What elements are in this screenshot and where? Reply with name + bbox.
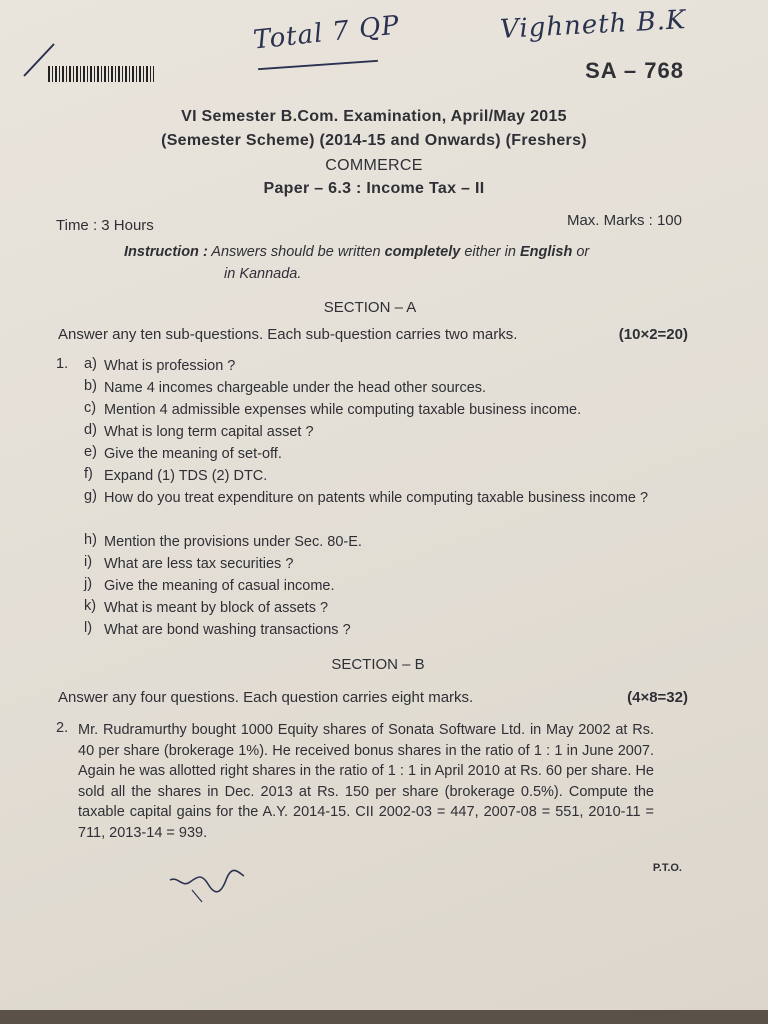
question-number: 2. bbox=[56, 720, 69, 736]
section-a-instruction: Answer any ten sub-questions. Each sub-question carries two marks. (10×2=20) bbox=[58, 326, 688, 343]
section-a-marks: (10×2=20) bbox=[618, 326, 688, 343]
instruction-text: Answers should be written completely either in English or bbox=[211, 244, 590, 260]
handwritten-name: Vighneth B.K bbox=[499, 5, 688, 45]
section-a-title: SECTION – A bbox=[323, 299, 417, 316]
max-marks: Max. Marks : 100 bbox=[566, 212, 682, 229]
section-b-marks: (4×8=32) bbox=[627, 689, 688, 706]
instruction-block bbox=[124, 241, 664, 285]
exam-title: VI Semester B.Com. Examination, April/May 2015 bbox=[181, 108, 567, 125]
handwritten-note: Total 7 QP bbox=[251, 10, 402, 56]
section-b-title: SECTION – B bbox=[331, 656, 425, 673]
paper-code: SA – 768 bbox=[585, 58, 684, 83]
barcode bbox=[48, 66, 154, 82]
desk-edge bbox=[0, 1010, 768, 1024]
exam-scheme: (Semester Scheme) (2014-15 and Onwards) (Freshers) bbox=[161, 132, 587, 149]
section-b-instruction: Answer any four questions. Each question carries eight marks. (4×8=32) bbox=[58, 689, 688, 706]
handwritten-underline bbox=[258, 60, 378, 70]
exam-paper-page: Total 7 QP Vighneth B.K SA – 768 VI Semester B.Com. Examination, April/May 2015 (Semester Scheme) (2014-15 and Onwards) (Freshers) COMMERCE Paper – 6.3 : Income Tax – II Time : 3 Hours Max. Marks : 100 Instruction : Answers should be written completely either in English or in Kannada. SECTION – A Answer any ten sub-questions. Each sub-question carries two marks. (10×2=20) 1. a) What is profession ? b) Name 4 incomes chargeable under the head other sources. c) Mention 4 admissible expenses while computing taxable business income. d) What is long term capital asset ? e) Give the meaning of set-off. f) Expand (1) TDS (2) DTC. g) How do you treat expenditure on patents while computing taxable business income ? h) Mention the provisions under Sec. 80-E. i) What are less tax securities ? j) Give the meaning of casual income. k) What is meant by block of assets ? l) What are bond washing transactions ? SECTION – B Answer any four questions. Each question carries eight marks. (4×8=32) 2. Mr. Rudramurthy bought 1000 Equity shares of Sonata Software Ltd. in May 2002 at Rs. 40 per share (brokerage 1%). He received bonus shares in the ratio of 1 : 1 in June 2007. Again he was allotted right shares in the ratio of 1 : 1 in April 2010 at Rs. 60 per share. He sold all the shares in Dec. 2013 at Rs. 150 per share (brokerage 0.5%). Compute the taxable capital gains for the A.Y. 2014-15. CII 2002-03 = 447, 2007-08 = 551, 2010-11 = 711, 2013-14 = 939. P.T.O. bbox=[0, 0, 768, 1024]
instruction-text-line2: in Kannada. bbox=[224, 266, 302, 282]
question-number: 1. bbox=[56, 356, 69, 372]
exam-paper-title: Paper – 6.3 : Income Tax – II bbox=[263, 180, 485, 197]
time-allowed: Time : 3 Hours bbox=[56, 217, 154, 234]
question-text: Mr. Rudramurthy bought 1000 Equity shares of Sonata Software Ltd. in May 2002 at Rs. 40 per share (brokerage 1%). He received bonus shares in the ratio of 1 : 1 in June 2007. Again he was allotted right shares in the ratio of 1 : 1 in April 2010 at Rs. 60 per share. He sold all the shares in Dec. 2013 at Rs. 150 per share (brokerage 0.5%). Compute the taxable capital gains for the A.Y. 2014-15. CII 2002-03 = 447, 2007-08 = 551, 2010-11 = 711, 2013-14 = 939. bbox=[78, 722, 654, 841]
exam-subject: COMMERCE bbox=[325, 157, 423, 174]
pto-label: P.T.O. bbox=[652, 862, 682, 874]
signature-scribble-icon bbox=[168, 866, 248, 906]
instruction-label: Instruction : bbox=[124, 244, 208, 260]
